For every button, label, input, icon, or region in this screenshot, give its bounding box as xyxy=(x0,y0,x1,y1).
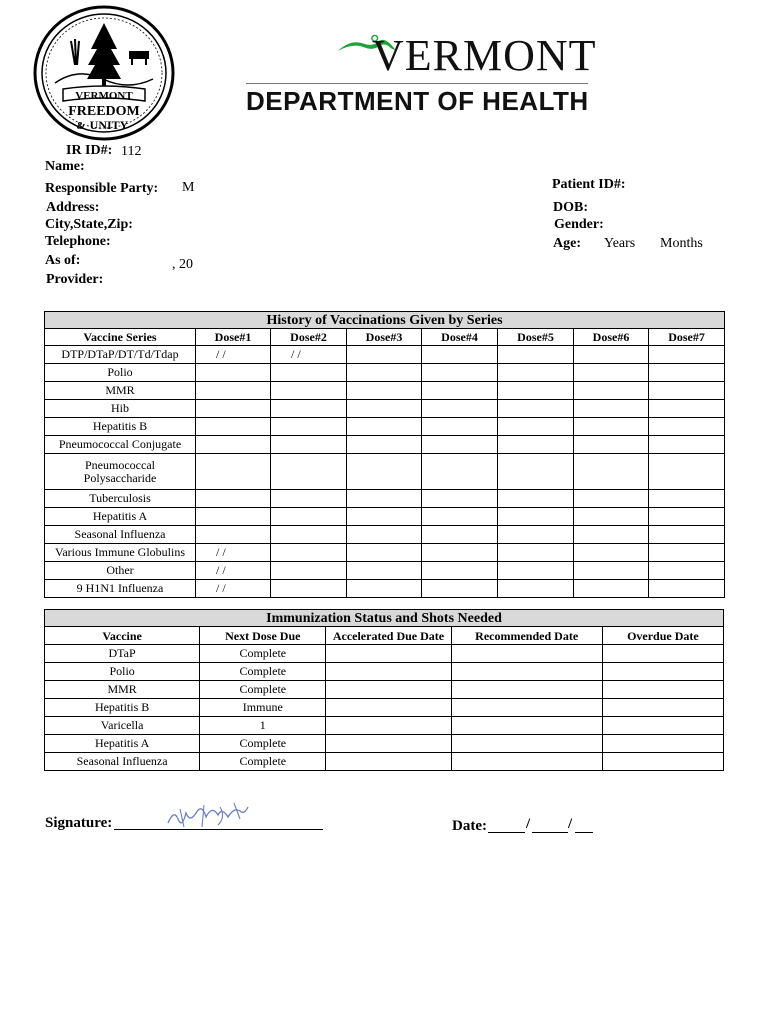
as-of-value: , 20 xyxy=(172,257,193,272)
name-label: Name: xyxy=(45,159,85,174)
history-row xyxy=(45,526,725,544)
date-label: Date: xyxy=(452,818,487,834)
history-header-dose-3: Dose#3 xyxy=(347,329,422,346)
history-header-dose-2: Dose#2 xyxy=(271,329,347,346)
history-row xyxy=(45,346,725,364)
history-dose-cell[interactable] xyxy=(498,364,574,382)
history-dose-cell[interactable] xyxy=(649,400,725,418)
immunization-vaccine-cell: Varicella xyxy=(45,717,200,735)
immunization-table-title: Immunization Status and Shots Needed xyxy=(45,610,724,627)
history-table-title: History of Vaccinations Given by Series xyxy=(45,312,725,329)
history-vaccine-name: Hepatitis A xyxy=(45,508,196,526)
history-dose-cell[interactable] xyxy=(347,436,422,454)
history-dose-cell[interactable] xyxy=(271,526,347,544)
history-dose-cell[interactable] xyxy=(422,490,498,508)
history-row xyxy=(45,400,725,418)
age-label: Age: xyxy=(553,236,581,251)
history-dose-cell[interactable] xyxy=(649,544,725,562)
history-row xyxy=(45,508,725,526)
imm-header-next-dose-due: Next Dose Due xyxy=(200,627,326,645)
history-dose-cell[interactable] xyxy=(422,418,498,436)
history-vaccine-name: Pneumococcal Conjugate xyxy=(45,436,196,454)
history-dose-cell[interactable] xyxy=(649,490,725,508)
immunization-recommended-cell[interactable] xyxy=(451,753,602,771)
immunization-row xyxy=(45,717,724,735)
immunization-recommended-cell[interactable] xyxy=(451,717,602,735)
history-header-dose-1: Dose#1 xyxy=(196,329,271,346)
immunization-overdue-cell[interactable] xyxy=(602,681,723,699)
history-dose-cell[interactable] xyxy=(498,418,574,436)
history-dose-cell[interactable] xyxy=(574,544,649,562)
date-year-field[interactable] xyxy=(575,832,593,833)
history-dose-cell[interactable] xyxy=(422,526,498,544)
age-months-label: Months xyxy=(660,236,703,251)
history-row xyxy=(45,364,725,382)
imm-header-overdue-date: Overdue Date xyxy=(602,627,723,645)
history-dose-cell[interactable] xyxy=(347,382,422,400)
history-dose-cell[interactable] xyxy=(196,364,271,382)
history-header-dose-5: Dose#5 xyxy=(498,329,574,346)
history-dose-cell[interactable] xyxy=(347,400,422,418)
history-dose-cell[interactable] xyxy=(347,490,422,508)
immunization-accelerated-cell[interactable] xyxy=(326,717,451,735)
history-dose-cell[interactable]: / / xyxy=(196,544,271,562)
immunization-next-cell[interactable]: 1 xyxy=(200,717,326,735)
immunization-overdue-cell[interactable] xyxy=(602,699,723,717)
history-dose-cell[interactable] xyxy=(271,490,347,508)
history-dose-cell[interactable] xyxy=(649,364,725,382)
history-dose-cell[interactable]: / / xyxy=(271,346,347,364)
responsible-party-value: M xyxy=(182,180,195,195)
history-dose-cell[interactable] xyxy=(422,382,498,400)
as-of-label: As of: xyxy=(45,253,81,268)
history-dose-cell[interactable] xyxy=(498,382,574,400)
history-dose-cell[interactable] xyxy=(649,508,725,526)
history-header-dose-4: Dose#4 xyxy=(422,329,498,346)
immunization-recommended-cell[interactable] xyxy=(451,663,602,681)
history-dose-cell[interactable] xyxy=(347,418,422,436)
immunization-row xyxy=(45,699,724,717)
history-dose-cell[interactable] xyxy=(574,436,649,454)
immunization-vaccine-cell: Polio xyxy=(45,663,200,681)
seal-state-text: VERMONT xyxy=(75,90,133,102)
history-dose-cell[interactable] xyxy=(271,508,347,526)
history-row xyxy=(45,580,725,598)
immunization-overdue-cell[interactable] xyxy=(602,717,723,735)
ir-id-value: 112 xyxy=(121,144,142,159)
history-dose-cell[interactable] xyxy=(271,382,347,400)
history-dose-cell[interactable] xyxy=(649,454,725,490)
history-dose-cell[interactable] xyxy=(498,436,574,454)
history-dose-cell[interactable] xyxy=(574,562,649,580)
history-row xyxy=(45,382,725,400)
vaccination-history-table xyxy=(44,311,725,598)
patient-id-label: Patient ID#: xyxy=(552,177,626,192)
history-dose-cell[interactable]: / / xyxy=(196,580,271,598)
history-dose-cell[interactable] xyxy=(196,382,271,400)
history-dose-cell[interactable] xyxy=(347,526,422,544)
history-dose-cell[interactable] xyxy=(347,508,422,526)
immunization-next-cell[interactable]: Complete xyxy=(200,753,326,771)
imm-header-vaccine: Vaccine xyxy=(45,627,200,645)
immunization-recommended-cell[interactable] xyxy=(451,681,602,699)
history-header-vaccine-series: Vaccine Series xyxy=(45,329,196,346)
immunization-row xyxy=(45,663,724,681)
history-dose-cell[interactable] xyxy=(422,364,498,382)
history-dose-cell[interactable] xyxy=(271,544,347,562)
immunization-accelerated-cell[interactable] xyxy=(326,663,451,681)
history-dose-cell[interactable] xyxy=(498,526,574,544)
history-vaccine-name: DTP/DTaP/DT/Td/Tdap xyxy=(45,346,196,364)
history-dose-cell[interactable] xyxy=(422,436,498,454)
history-dose-cell[interactable] xyxy=(498,400,574,418)
history-vaccine-name: Various Immune Globulins xyxy=(45,544,196,562)
immunization-next-cell[interactable]: Complete xyxy=(200,681,326,699)
history-row xyxy=(45,418,725,436)
immunization-accelerated-cell[interactable] xyxy=(326,699,451,717)
immunization-row xyxy=(45,735,724,753)
logo-department-text: DEPARTMENT OF HEALTH xyxy=(246,86,589,116)
date-day-field[interactable] xyxy=(532,832,568,833)
history-row xyxy=(45,436,725,454)
seal-motto-unity: UNITY xyxy=(89,118,129,132)
signature-label: Signature: xyxy=(45,815,113,831)
history-dose-cell[interactable] xyxy=(196,418,271,436)
history-dose-cell[interactable] xyxy=(347,454,422,490)
history-dose-cell[interactable] xyxy=(196,436,271,454)
gender-label: Gender: xyxy=(554,217,604,232)
history-dose-cell[interactable] xyxy=(574,580,649,598)
history-dose-cell[interactable] xyxy=(498,490,574,508)
seal-motto-freedom: FREEDOM xyxy=(68,104,140,119)
immunization-row xyxy=(45,681,724,699)
vermont-state-seal xyxy=(33,5,175,141)
address-label: Address: xyxy=(46,200,100,215)
history-dose-cell[interactable] xyxy=(649,346,725,364)
history-dose-cell[interactable] xyxy=(498,562,574,580)
history-dose-cell[interactable]: / / xyxy=(196,346,271,364)
immunization-vaccine-cell: DTaP xyxy=(45,645,200,663)
immunization-overdue-cell[interactable] xyxy=(602,735,723,753)
history-vaccine-name: Pneumococcal Polysaccharide xyxy=(45,454,196,490)
logo-vermont-wordmark: VERMONT xyxy=(372,31,597,80)
immunization-next-cell[interactable]: Complete xyxy=(200,663,326,681)
history-dose-cell[interactable] xyxy=(422,544,498,562)
history-dose-cell[interactable] xyxy=(422,580,498,598)
immunization-overdue-cell[interactable] xyxy=(602,645,723,663)
dob-label: DOB: xyxy=(553,200,588,215)
history-dose-cell[interactable] xyxy=(574,454,649,490)
history-row xyxy=(45,490,725,508)
history-dose-cell[interactable] xyxy=(422,346,498,364)
immunization-row xyxy=(45,753,724,771)
history-dose-cell[interactable] xyxy=(574,364,649,382)
history-dose-cell[interactable] xyxy=(649,436,725,454)
history-dose-cell[interactable] xyxy=(271,562,347,580)
history-vaccine-name: 9 H1N1 Influenza xyxy=(45,580,196,598)
immunization-recommended-cell[interactable] xyxy=(451,735,602,753)
history-dose-cell[interactable] xyxy=(498,454,574,490)
history-dose-cell[interactable] xyxy=(422,454,498,490)
provider-label: Provider: xyxy=(46,272,104,287)
history-dose-cell[interactable] xyxy=(498,346,574,364)
history-vaccine-name: Polio xyxy=(45,364,196,382)
immunization-recommended-cell[interactable] xyxy=(451,645,602,663)
history-dose-cell[interactable] xyxy=(422,400,498,418)
history-dose-cell[interactable] xyxy=(271,364,347,382)
history-dose-cell[interactable]: / / xyxy=(196,562,271,580)
history-dose-cell[interactable] xyxy=(574,418,649,436)
history-dose-cell[interactable] xyxy=(422,508,498,526)
telephone-label: Telephone: xyxy=(45,234,111,249)
history-header-dose-6: Dose#6 xyxy=(574,329,649,346)
city-state-zip-label: City,State,Zip: xyxy=(45,217,133,232)
history-vaccine-name: Seasonal Influenza xyxy=(45,526,196,544)
history-dose-cell[interactable] xyxy=(574,346,649,364)
immunization-vaccine-cell: MMR xyxy=(45,681,200,699)
immunization-next-cell[interactable]: Complete xyxy=(200,735,326,753)
history-dose-cell[interactable] xyxy=(649,418,725,436)
history-dose-cell[interactable] xyxy=(196,526,271,544)
history-dose-cell[interactable] xyxy=(574,382,649,400)
ir-id-label: IR ID#: xyxy=(66,143,113,158)
handwritten-signature xyxy=(160,797,256,835)
history-dose-cell[interactable] xyxy=(347,544,422,562)
history-row xyxy=(45,544,725,562)
immunization-overdue-cell[interactable] xyxy=(602,753,723,771)
imm-header-recommended-date: Recommended Date xyxy=(451,627,602,645)
imm-header-accelerated-due-date: Accelerated Due Date xyxy=(326,627,451,645)
history-dose-cell[interactable] xyxy=(498,508,574,526)
history-dose-cell[interactable] xyxy=(574,490,649,508)
history-vaccine-name: Hib xyxy=(45,400,196,418)
immunization-overdue-cell[interactable] xyxy=(602,663,723,681)
history-vaccine-name: Other xyxy=(45,562,196,580)
history-vaccine-name: Tuberculosis xyxy=(45,490,196,508)
date-separator-2: / xyxy=(568,816,573,832)
history-dose-cell[interactable] xyxy=(196,508,271,526)
history-row xyxy=(45,562,725,580)
history-dose-cell[interactable] xyxy=(347,364,422,382)
history-dose-cell[interactable] xyxy=(649,562,725,580)
seal-motto-amp: & xyxy=(76,120,86,132)
immunization-row xyxy=(45,645,724,663)
history-dose-cell[interactable] xyxy=(196,400,271,418)
immunization-accelerated-cell[interactable] xyxy=(326,681,451,699)
immunization-recommended-cell[interactable] xyxy=(451,699,602,717)
date-separator-1: / xyxy=(526,816,531,832)
immunization-vaccine-cell: Hepatitis B xyxy=(45,699,200,717)
history-header-dose-7: Dose#7 xyxy=(649,329,725,346)
history-dose-cell[interactable] xyxy=(574,400,649,418)
history-dose-cell[interactable] xyxy=(347,562,422,580)
immunization-next-cell[interactable]: Complete xyxy=(200,645,326,663)
immunization-accelerated-cell[interactable] xyxy=(326,645,451,663)
history-dose-cell[interactable] xyxy=(196,454,271,490)
history-dose-cell[interactable] xyxy=(347,580,422,598)
responsible-party-label: Responsible Party: xyxy=(45,181,159,196)
history-dose-cell[interactable] xyxy=(574,526,649,544)
history-dose-cell[interactable] xyxy=(498,580,574,598)
immunization-accelerated-cell[interactable] xyxy=(326,753,451,771)
date-month-field[interactable] xyxy=(488,832,525,833)
history-dose-cell[interactable] xyxy=(347,346,422,364)
logo-divider xyxy=(246,83,588,84)
immunization-vaccine-cell: Seasonal Influenza xyxy=(45,753,200,771)
history-vaccine-name: Hepatitis B xyxy=(45,418,196,436)
history-dose-cell[interactable] xyxy=(271,580,347,598)
history-dose-cell[interactable] xyxy=(271,436,347,454)
immunization-accelerated-cell[interactable] xyxy=(326,735,451,753)
history-dose-cell[interactable] xyxy=(271,454,347,490)
history-row xyxy=(45,454,725,490)
history-dose-cell[interactable] xyxy=(574,508,649,526)
history-vaccine-name: MMR xyxy=(45,382,196,400)
history-dose-cell[interactable] xyxy=(271,418,347,436)
history-dose-cell[interactable] xyxy=(498,544,574,562)
age-years-label: Years xyxy=(604,236,636,251)
history-dose-cell[interactable] xyxy=(649,580,725,598)
immunization-vaccine-cell: Hepatitis A xyxy=(45,735,200,753)
history-dose-cell[interactable] xyxy=(196,490,271,508)
history-dose-cell[interactable] xyxy=(271,400,347,418)
history-dose-cell[interactable] xyxy=(422,562,498,580)
history-dose-cell[interactable] xyxy=(649,382,725,400)
history-dose-cell[interactable] xyxy=(649,526,725,544)
immunization-status-table xyxy=(44,609,724,771)
immunization-next-cell[interactable]: Immune xyxy=(200,699,326,717)
